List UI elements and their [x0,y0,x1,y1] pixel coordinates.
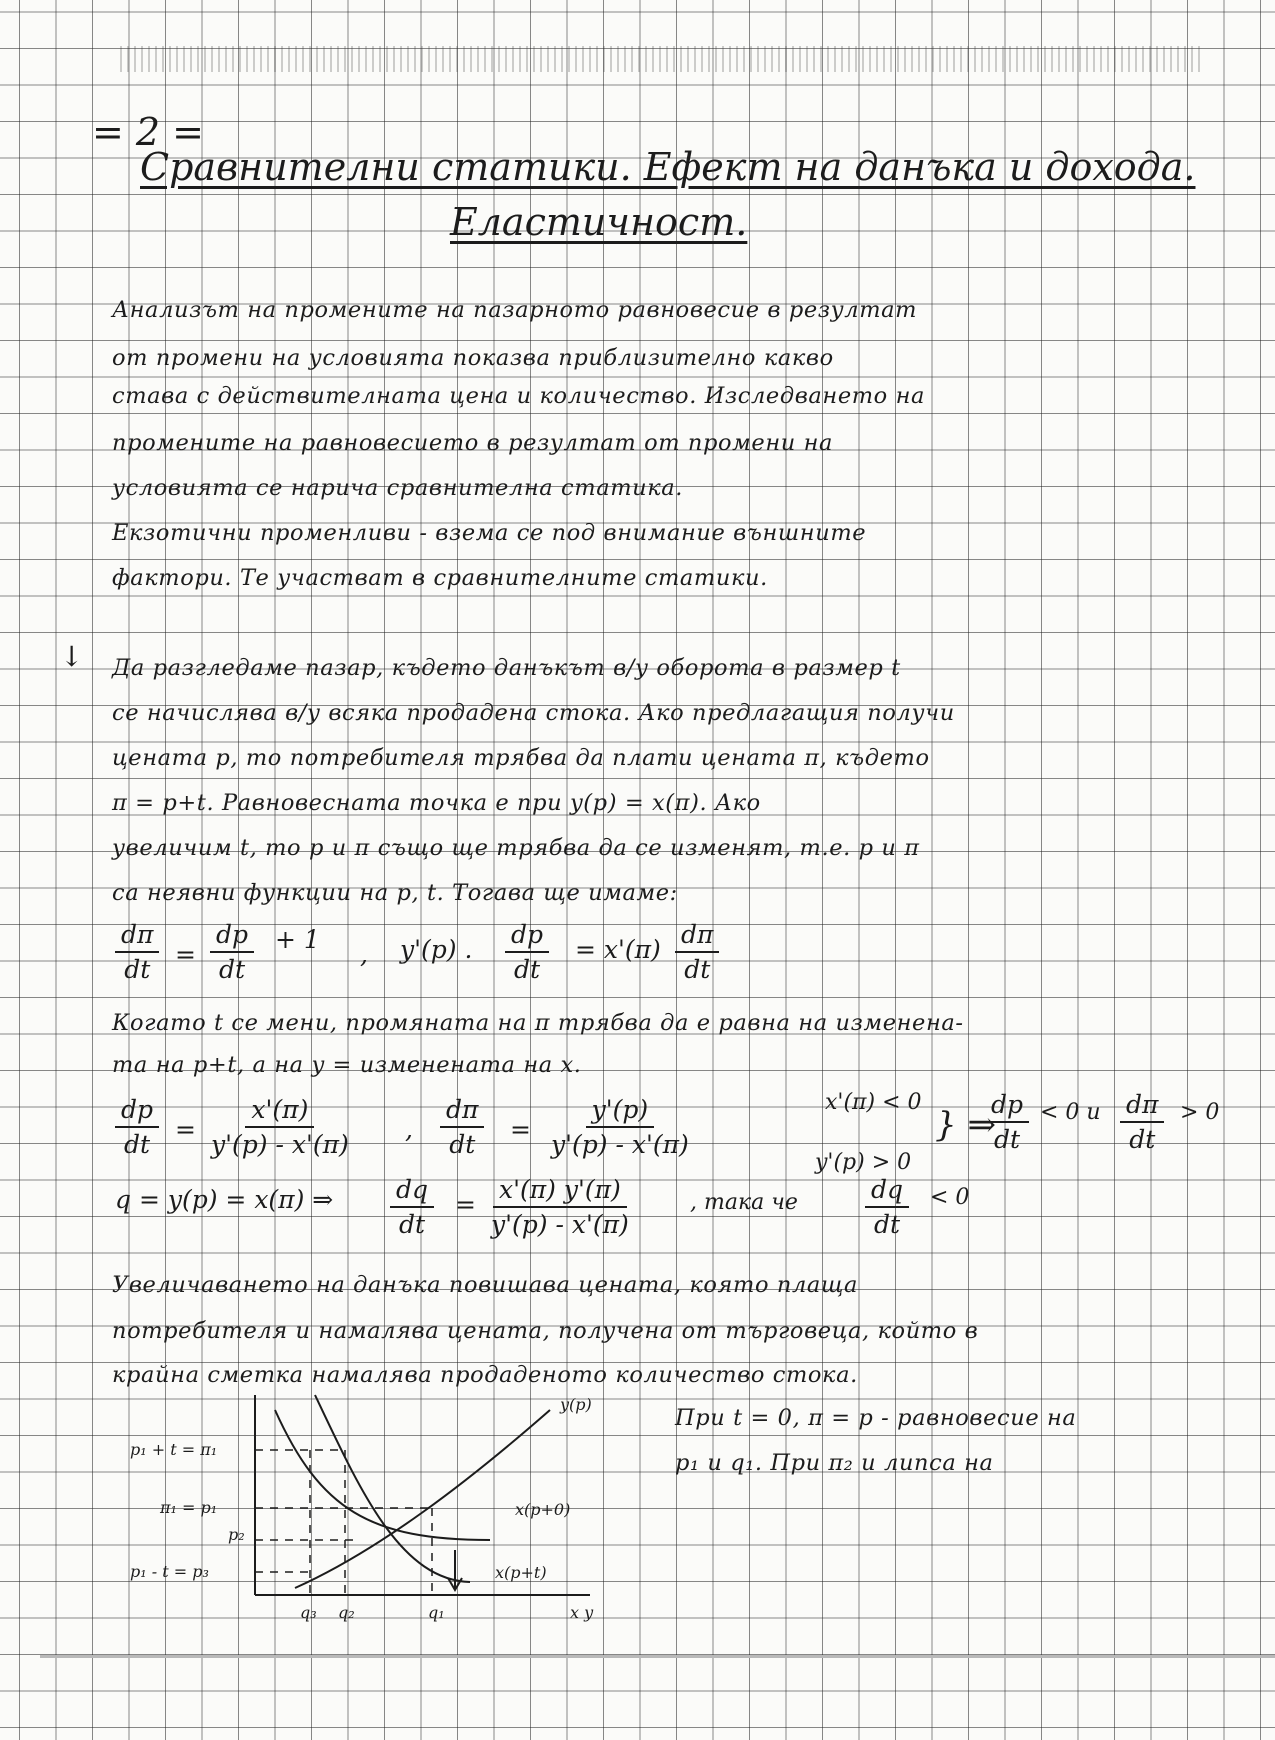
fraction: $\frac{d\pi}{dt}$ [440,1095,484,1159]
page-edge [40,1655,1275,1658]
text-line: става с действителната цена и количество. Изследването на [112,383,926,409]
x-label: q₁ [428,1603,445,1622]
text-line: крайна сметка намалява продаденото количество стока. [112,1362,858,1388]
text-line: промените на равновесието в резултат от промени на [112,430,834,456]
inequality: > 0 [1180,1100,1220,1125]
text-line: се начислява в/у всяка продадена стока. Ако предлагащия получи [112,700,955,726]
y-label: p₂ [228,1525,245,1544]
text-line: Анализът на промените на пазарното равновесие в резултат [112,297,918,323]
x-label: q₂ [338,1603,355,1622]
fraction: $\frac{x'(\pi) y'(\pi)}{y'(p) - x'(\pi)}$ [491,1175,629,1239]
fraction: $\frac{y'(p)}{y'(p) - x'(\pi)}$ [551,1095,689,1159]
fraction: $\frac{dp}{dt}$ [210,920,254,984]
demand-curve-after-tax [315,1395,470,1582]
fraction: $\frac{dq}{dt}$ [865,1175,909,1239]
implies-sign: } ⇒ [935,1105,996,1145]
fraction: $\frac{d\pi}{dt}$ [1120,1090,1164,1154]
fraction: $\frac{dp}{dt}$ [985,1090,1029,1154]
curve-label: x(p+0) [515,1500,571,1519]
condition: y'(p) > 0 [815,1150,912,1175]
text-line: При t = 0, π = p - равновесие на [675,1405,1077,1431]
expression: , така че [690,1190,798,1215]
text-line: Екзотични променливи - взема се под внимание външните [112,520,867,546]
y-label: π₁ = p₁ [160,1498,218,1517]
inequality: < 0 [930,1185,970,1210]
page-title: Сравнителни статики. Ефект на данъка и дохода. [140,145,1196,189]
curve-label: y(p) [560,1395,592,1414]
separator: , [405,1115,413,1144]
equals-sign: = [175,940,196,969]
fraction: $\frac{dp}{dt}$ [505,920,549,984]
margin-arrow-mark: ↓ [60,640,84,673]
curve-label: x(p+t) [495,1563,547,1582]
text-line: цената p, то потребителя трябва да плати цената π, където [112,745,930,771]
tax-effect-graph [110,1390,630,1630]
text-line: Увеличаването на данъка повишава цената, която плаща [112,1272,859,1298]
separator: , [360,940,368,969]
fraction: $\frac{dp}{dt}$ [115,1095,159,1159]
equals-sign: = [455,1190,476,1219]
text-line: π = p+t. Равновесната точка е при y(p) = x(π). Ако [112,790,761,816]
plus-one: + 1 [275,925,320,954]
text-line: са неявни функции на p, t. Тогава ще имаме: [112,880,678,906]
page-subtitle: Еластичност. [450,200,748,244]
text-line: Да разгледаме пазар, където данъкът в/у оборота в размер t [112,655,901,681]
condition: x'(π) < 0 [825,1090,922,1115]
expression: y'(p) . [400,935,473,964]
y-label: p₁ + t = π₁ [130,1440,218,1459]
equals-sign: = [510,1115,531,1144]
text-line: увеличим t, то p и π също ще трябва да се изменят, т.е. p и π [112,835,920,861]
y-label: p₁ - t = p₃ [130,1562,209,1581]
fraction: $\frac{d\pi}{dt}$ [115,920,159,984]
text-line: p₁ и q₁. При π₂ и липса на [675,1450,994,1476]
text-line: от промени на условията показва приблизително какво [112,345,834,371]
x-label: q₃ [300,1603,317,1622]
fraction: $\frac{dq}{dt}$ [390,1175,434,1239]
text-line: Когато t се мени, промяната на π трябва да е равна на изменена- [112,1010,964,1036]
equals-sign: = [175,1115,196,1144]
supply-curve [295,1410,550,1588]
fraction: $\frac{x'(\pi)}{y'(p) - x'(\pi)}$ [211,1095,349,1159]
text-line: потребителя и намалява цената, получена от търговеца, който в [112,1318,979,1344]
inequality: < 0 и [1040,1100,1101,1125]
expression: q = y(p) = x(π) ⇒ [115,1185,334,1214]
expression: = x'(π) [575,935,661,964]
scan-smudge [120,46,1200,72]
text-line: та на p+t, а на y = изменената на x. [112,1052,582,1078]
axis-end-label: x y [570,1603,594,1622]
text-line: фактори. Те участват в сравнителните статики. [112,565,768,591]
fraction: $\frac{d\pi}{dt}$ [675,920,719,984]
demand-curve-shifted [275,1410,490,1540]
page-number: = 2 = [92,110,205,154]
text-line: условията се нарича сравнителна статика. [112,475,684,501]
